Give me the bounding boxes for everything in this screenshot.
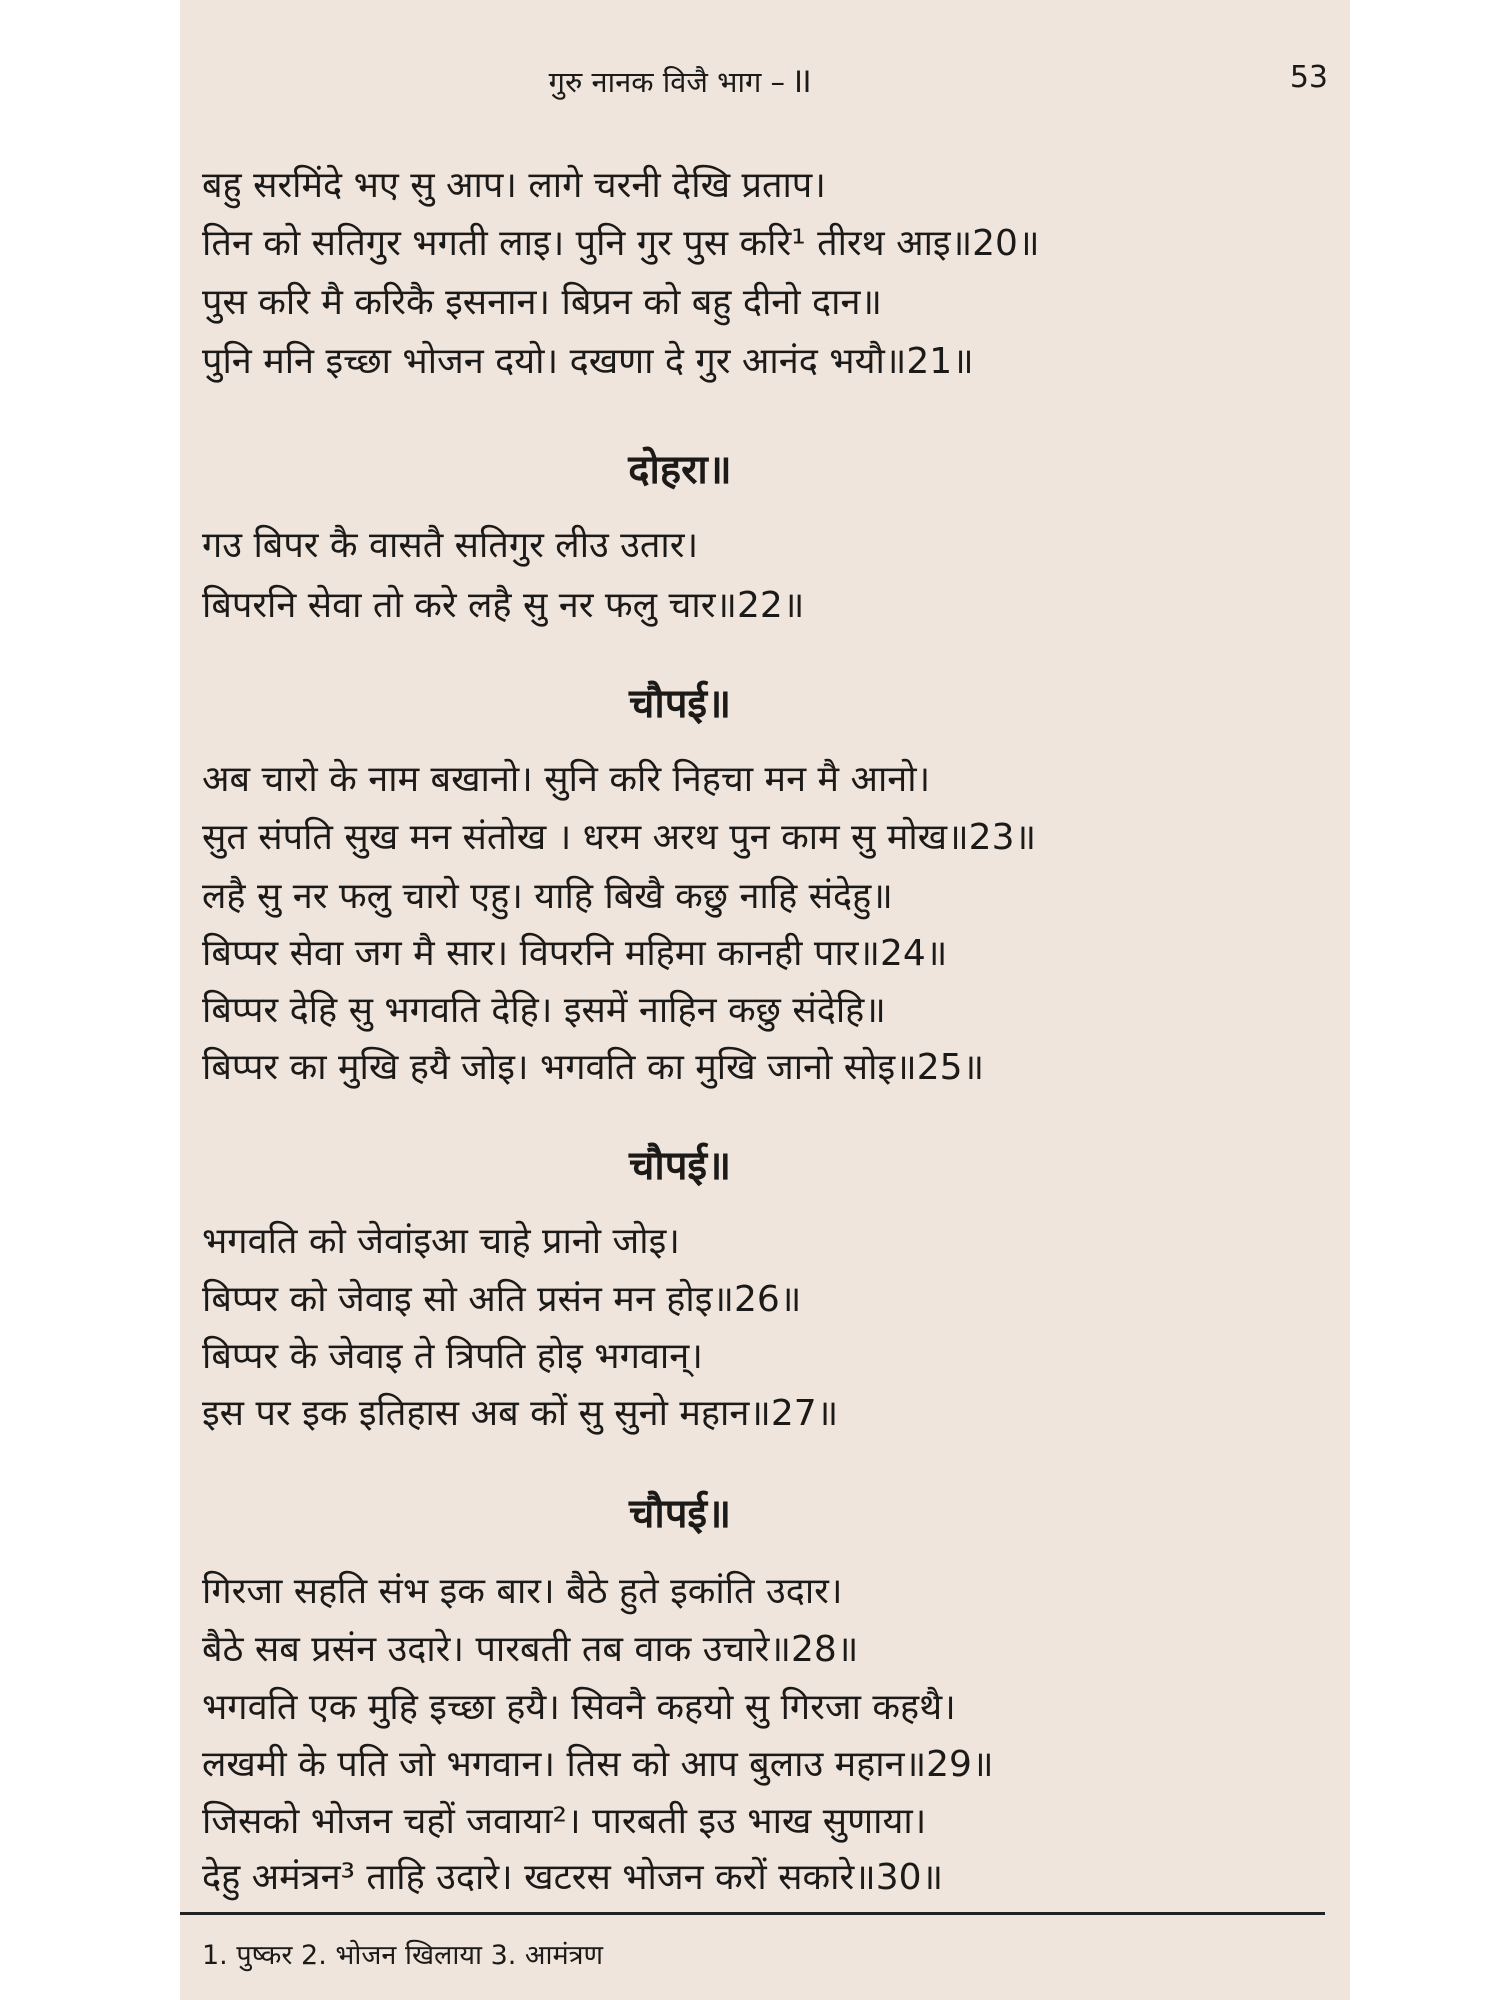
verse-line: लहै सु नर फलु चारो एहु। याहि बिखै कछु नाहि संदेहु॥ (202, 876, 893, 917)
section-heading: दोहरा॥ (628, 447, 732, 493)
verse-line: गउ बिपर कै वासतै सतिगुर लीउ उतार। (202, 525, 699, 566)
running-title: गुरु नानक विजै भाग – II (548, 65, 812, 99)
section-heading: चौपई॥ (628, 1143, 732, 1189)
verse-line: देहु अमंत्रन³ ताहि उदारे। खटरस भोजन करों सकारे॥30॥ (202, 1857, 944, 1898)
verse-line: बिप्पर के जेवाइ ते त्रिपति होइ भगवान्। (202, 1336, 703, 1377)
page-number: 53 (1289, 60, 1328, 95)
section-heading: चौपई॥ (628, 1491, 732, 1537)
verse-line: तिन को सतिगुर भगती लाइ। पुनि गुर पुस करि¹ तीरथ आइ॥20॥ (202, 223, 1040, 264)
footnote-divider (180, 1912, 1325, 1915)
verse-line: लखमी के पति जो भगवान। तिस को आप बुलाउ महान॥29॥ (202, 1744, 994, 1785)
book-page (180, 0, 1350, 2000)
verse-line: पुनि मनि इच्छा भोजन दयो। दखणा दे गुर आनंद भयौ॥21॥ (202, 341, 974, 382)
verse-line: गिरजा सहति संभ इक बार। बैठे हुते इकांति उदार। (202, 1571, 843, 1612)
footnotes: 1. पुष्कर 2. भोजन खिलाया 3. आमंत्रण (202, 1940, 604, 1971)
section-heading: चौपई॥ (628, 681, 732, 727)
verse-line: बिप्पर देहि सु भगवति देहि। इसमें नाहिन कछु संदेहि॥ (202, 990, 886, 1031)
verse-line: बहु सरमिंदे भए सु आप। लागे चरनी देखि प्रताप। (202, 165, 826, 206)
verse-line: जिसको भोजन चहों जवाया²। पारबती इउ भाख सुणाया। (202, 1801, 927, 1842)
verse-line: भगवति को जेवांइआ चाहे प्रानो जोइ। (202, 1221, 680, 1262)
verse-line: इस पर इक इतिहास अब कों सु सुनो महान॥27॥ (202, 1393, 839, 1434)
verse-line: भगवति एक मुहि इच्छा हयै। सिवनै कहयो सु गिरजा कहथै। (202, 1687, 956, 1728)
verse-line: सुत संपति सुख मन संतोख । धरम अरथ पुन काम सु मोख॥23॥ (202, 817, 1037, 858)
verse-line: बिप्पर सेवा जग मै सार। विपरनि महिमा कानही पार॥24॥ (202, 933, 948, 974)
verse-line: बिप्पर का मुखि हयै जोइ। भगवति का मुखि जानो सोइ॥25॥ (202, 1047, 985, 1088)
verse-line: बैठे सब प्रसंन उदारे। पारबती तब वाक उचारे॥28॥ (202, 1629, 859, 1670)
verse-line: अब चारो के नाम बखानो। सुनि करि निहचा मन मै आनो। (202, 759, 931, 800)
verse-line: बिपरनि सेवा तो करे लहै सु नर फलु चार॥22॥ (202, 585, 805, 626)
verse-line: बिप्पर को जेवाइ सो अति प्रसंन मन होइ॥26॥ (202, 1279, 802, 1320)
verse-line: पुस करि मै करिकै इसनान। बिप्रन को बहु दीनो दान॥ (202, 282, 882, 323)
